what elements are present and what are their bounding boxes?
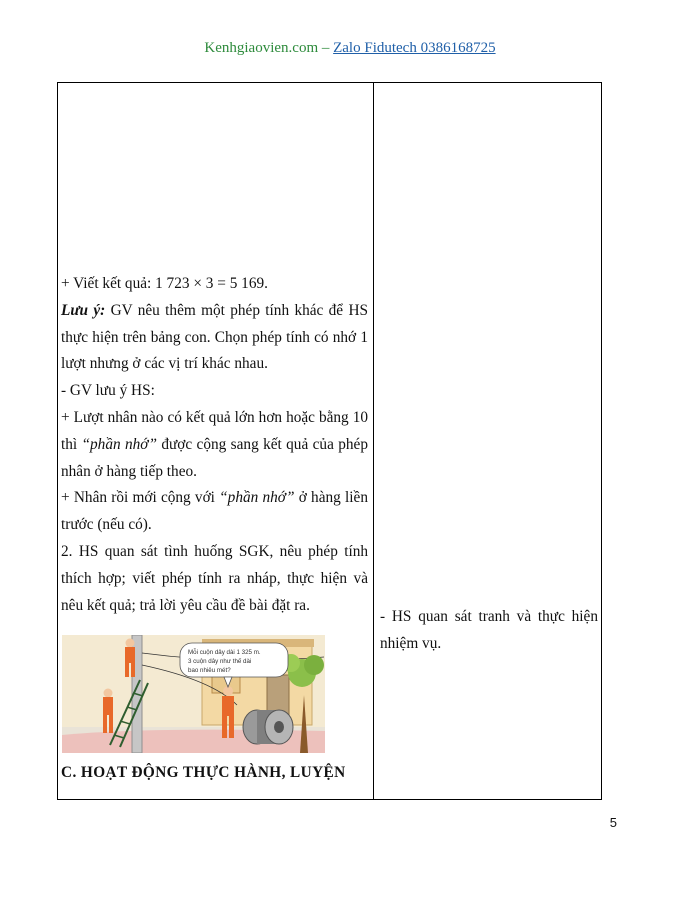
point-1-text-a: + Lượt nhân nào có kết quả lớn hơn hoặc bằng 10 thì	[61, 408, 368, 453]
note-label: Lưu ý:	[61, 301, 106, 319]
remind-line: - GV lưu ý HS:	[61, 382, 155, 400]
student-column	[380, 604, 598, 658]
header-separator: –	[318, 40, 334, 56]
page-header	[0, 40, 700, 57]
page-number: 5	[609, 815, 617, 830]
point-2	[61, 485, 368, 539]
point-1-emphasis: “phần nhớ”	[81, 435, 157, 453]
lesson-table	[57, 82, 602, 800]
textbook-illustration	[62, 635, 325, 753]
cable-reel	[243, 710, 293, 744]
bubble-line-2: 3 cuộn dây như thế dài	[188, 658, 252, 665]
task-2: 2. HS quan sát tình huống SGK, nêu phép tính thích hợp; viết phép tính ra nháp, thực hiện và nêu kết quả; trả lời yêu cầu đề bài đặt ra.	[61, 542, 368, 614]
teacher-column	[61, 271, 368, 619]
header-contact-link[interactable]: Zalo Fidutech 0386168725	[333, 40, 496, 56]
header-site[interactable]: Kenhgiaovien.com	[204, 40, 319, 56]
bubble-line-3: bao nhiêu mét?	[188, 667, 231, 674]
note-paragraph	[61, 298, 368, 378]
point-1	[61, 405, 368, 485]
illustration-svg	[62, 635, 325, 753]
bubble-line-1: Mỗi cuộn dây dài 1 325 m.	[188, 649, 261, 656]
point-2-text-b: ở hàng liền trước (nếu có).	[61, 489, 368, 534]
point-1-text-b: được cộng sang kết quả của phép nhân ở hàng tiếp theo.	[61, 435, 368, 480]
note-text: GV nêu thêm một phép tính khác để HS thực hiện trên bảng con. Chọn phép tính có nhớ 1 lượt nhưng ở các vị trí khác nhau.	[61, 301, 368, 373]
column-divider	[373, 83, 374, 799]
point-2-text-a: + Nhân rồi mới cộng với	[61, 489, 220, 507]
section-heading: C. HOẠT ĐỘNG THỰC HÀNH, LUYỆN	[61, 764, 346, 781]
point-2-emphasis: “phần nhớ”	[219, 489, 295, 507]
student-task: - HS quan sát tranh và thực hiện nhiệm vụ.	[380, 608, 598, 652]
result-line: + Viết kết quả: 1 723 × 3 = 5 169.	[61, 275, 268, 292]
